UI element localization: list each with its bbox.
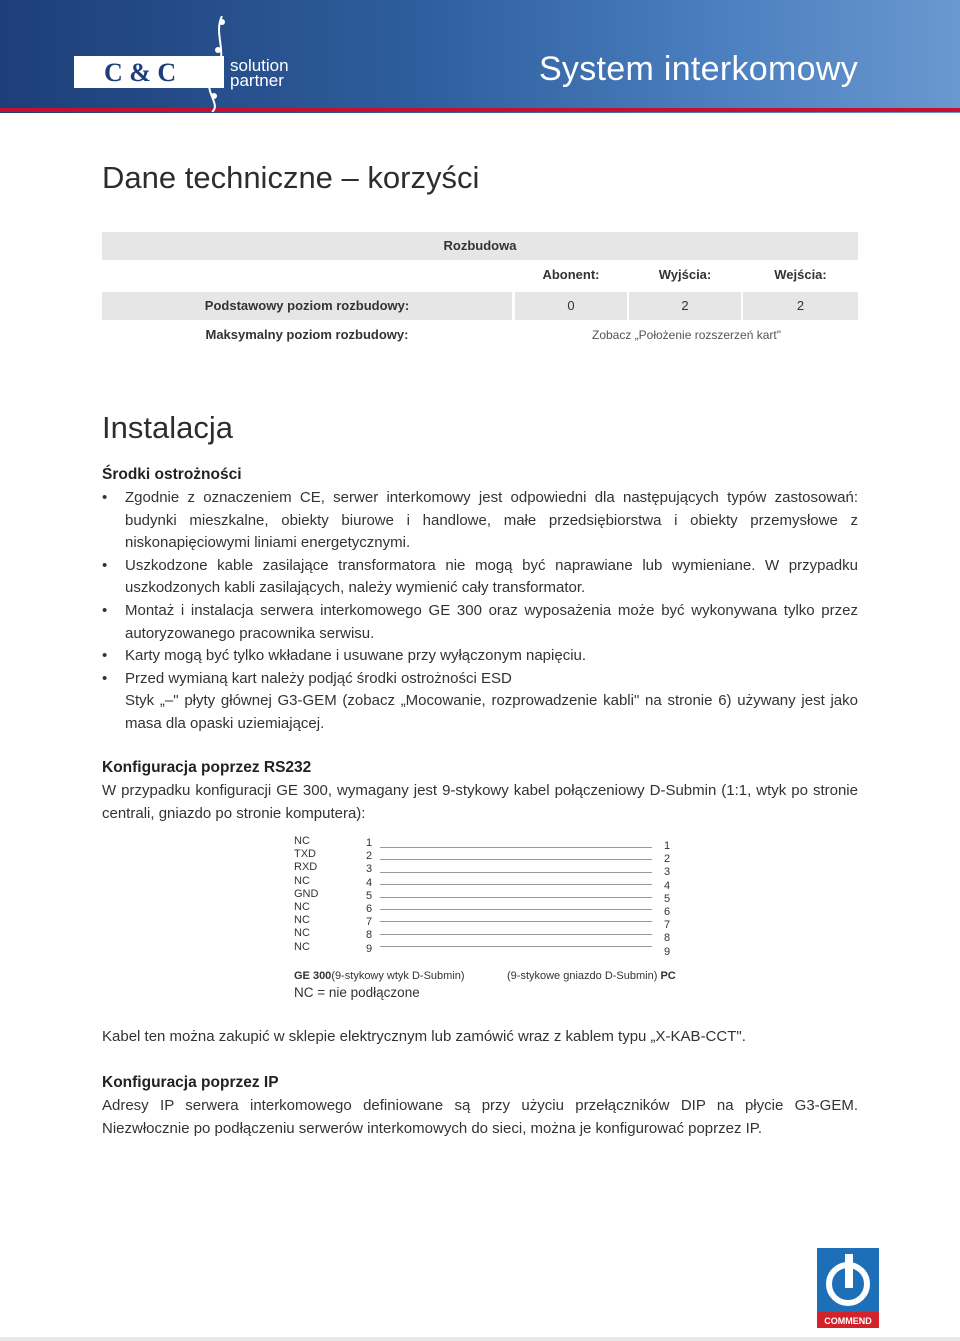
signal-label-4: NC	[294, 874, 310, 887]
signal-label-7: NC	[294, 914, 310, 927]
right-pin-7: 7	[664, 919, 671, 932]
list-item	[102, 645, 858, 668]
precautions-list	[102, 487, 858, 736]
caption-left	[294, 970, 465, 982]
caption-right	[507, 970, 676, 982]
header-title: System interkomowy	[538, 50, 858, 88]
cell-basic-abonent: 0	[515, 292, 627, 320]
list-item	[102, 600, 858, 645]
caption-left-device: GE 300	[294, 970, 332, 982]
ip-description: Adresy IP serwera interkomowego definiowane są przy użyciu przełączników DIP na płycie G3-GEM. Niezwłocznie po podłączeniu serwerów interkomowych do sieci, można je konfigurować poprzez IP.	[102, 1097, 858, 1137]
signal-label-1: NC	[294, 835, 310, 847]
right-pin-3: 3	[664, 866, 671, 879]
bullet-glyph: •	[102, 669, 108, 687]
cable-purchase-note: Kabel ten można zakupić w sklepie elektrycznym lub zamówić wraz z kablem typu „X-KAB-CCT".	[102, 1028, 746, 1045]
right-pin-6: 6	[664, 906, 671, 919]
list-item	[102, 668, 858, 691]
section-title-installation: Instalacja	[102, 410, 233, 445]
right-pin-9: 9	[664, 945, 671, 958]
signal-label-5: GND	[294, 887, 319, 900]
signal-list	[294, 835, 354, 954]
commend-label: COMMEND	[824, 1316, 872, 1326]
precaution-text: Zgodnie z oznaczeniem CE, serwer interkomowy jest odpowiedni dla następujących typów zastosowań: budynki mieszkalne, obiekty biurowe i handlowe, małe przedsiębiorstwa i obiekty przemysłowe z niskonapięciowymi liniami energetycznymi.	[125, 489, 858, 552]
ip-heading: Konfiguracja poprzez IP	[102, 1074, 279, 1091]
left-pin-6: 6	[366, 903, 373, 916]
right-pin-5: 5	[664, 892, 671, 905]
pin-line-1	[380, 847, 652, 848]
precaution-text: Montaż i instalacja serwera interkomowego GE 300 oraz wyposażenia może być wykonywana tylko przez autoryzowanego pracownika serwisu.	[125, 601, 858, 642]
page-header	[0, 0, 960, 113]
logo-solution-text: solution	[230, 56, 289, 75]
caption-right-text: (9-stykowe gniazdo D-Submin)	[507, 970, 658, 982]
row-label-basic: Podstawowy poziom rozbudowy:	[102, 292, 512, 320]
table-row-max	[102, 321, 858, 349]
signal-label-8: NC	[294, 927, 310, 940]
nc-note: NC = nie podłączone	[294, 985, 420, 1000]
table-caption: Rozbudowa	[443, 238, 517, 253]
commend-logo	[817, 1248, 879, 1328]
table-row-basic	[102, 292, 858, 320]
pin-line-6	[380, 909, 652, 910]
precaution-text: Karty mogą być tylko wkładane i usuwane przy wyłączonym napięciu.	[125, 647, 587, 665]
pin-line-4	[380, 884, 652, 885]
cell-max-note: Zobacz „Położenie rozszerzeń kart"	[591, 328, 781, 342]
left-pin-8: 8	[366, 929, 373, 942]
list-item-continuation: Styk „–" płyty głównej G3-GEM (zobacz „Mocowanie, rozprowadzenie kabli" na stronie 6) używany jest jako masa dla opaski uziemiającej.	[125, 692, 858, 732]
right-pin-numbers	[664, 840, 676, 959]
signal-label-6: NC	[294, 901, 310, 914]
right-pin-2: 2	[664, 853, 671, 866]
pin-line-8	[380, 934, 652, 935]
pin-line-7	[380, 921, 652, 922]
logo-cc-text: C & C	[104, 58, 177, 87]
signal-label-3: RXD	[294, 861, 318, 874]
footer-line	[0, 1337, 960, 1341]
caption-left-text: (9-stykowy wtyk D-Submin)	[331, 970, 465, 982]
cell-basic-outputs: 2	[629, 292, 741, 320]
left-pin-2: 2	[366, 850, 373, 863]
cell-basic-inputs: 2	[743, 292, 858, 320]
left-pin-numbers	[366, 837, 378, 956]
bullet-glyph: •	[102, 647, 108, 665]
logo-partner-text: partner	[230, 71, 284, 90]
bullet-glyph: •	[102, 601, 108, 619]
right-pin-8: 8	[664, 932, 671, 945]
row-label-max: Maksymalny poziom rozbudowy:	[205, 327, 409, 342]
right-pin-4: 4	[664, 879, 671, 892]
left-pin-5: 5	[366, 889, 373, 902]
list-item	[102, 555, 858, 600]
signal-label-9: NC	[294, 940, 310, 953]
cc-solution-partner-logo	[72, 16, 312, 112]
pin-line-5	[380, 897, 652, 898]
table-caption-row	[102, 232, 858, 260]
pin-line-9	[380, 946, 652, 947]
table-header-row	[102, 261, 858, 289]
left-pin-9: 9	[366, 942, 373, 955]
pin-line-2	[380, 859, 652, 860]
left-pin-7: 7	[366, 916, 373, 929]
list-item	[102, 487, 858, 555]
column-header-abonent: Abonent:	[542, 267, 600, 282]
left-pin-4: 4	[366, 876, 373, 889]
precautions-heading: Środki ostrożności	[102, 466, 242, 483]
rs232-description: W przypadku konfiguracji GE 300, wymagany jest 9-stykowy kabel połączeniowy D-Submin (1:1, wtyk po stronie centrali, gniazdo po stronie komputera):	[102, 782, 858, 822]
pin-line-3	[380, 872, 652, 873]
column-header-inputs: Wejścia:	[774, 267, 827, 282]
section-title-technical: Dane techniczne – korzyści	[102, 160, 480, 195]
right-pin-1: 1	[664, 840, 671, 852]
precaution-text: Uszkodzone kable zasilające transformatora nie mogą być naprawiane lub wymieniane. W przypadku uszkodzonych kabli zasilających, należy wymienić cały transformator.	[125, 556, 858, 597]
left-pin-1: 1	[366, 837, 373, 849]
bullet-glyph: •	[102, 556, 108, 574]
rs232-heading: Konfiguracja poprzez RS232	[102, 759, 312, 776]
left-pin-3: 3	[366, 863, 373, 876]
signal-label-2: TXD	[294, 848, 316, 861]
precaution-text: Przed wymianą kart należy podjąć środki ostrożności ESD	[125, 669, 512, 687]
bullet-glyph: •	[102, 489, 108, 506]
column-header-outputs: Wyjścia:	[658, 267, 712, 282]
caption-right-device: PC	[660, 970, 676, 982]
